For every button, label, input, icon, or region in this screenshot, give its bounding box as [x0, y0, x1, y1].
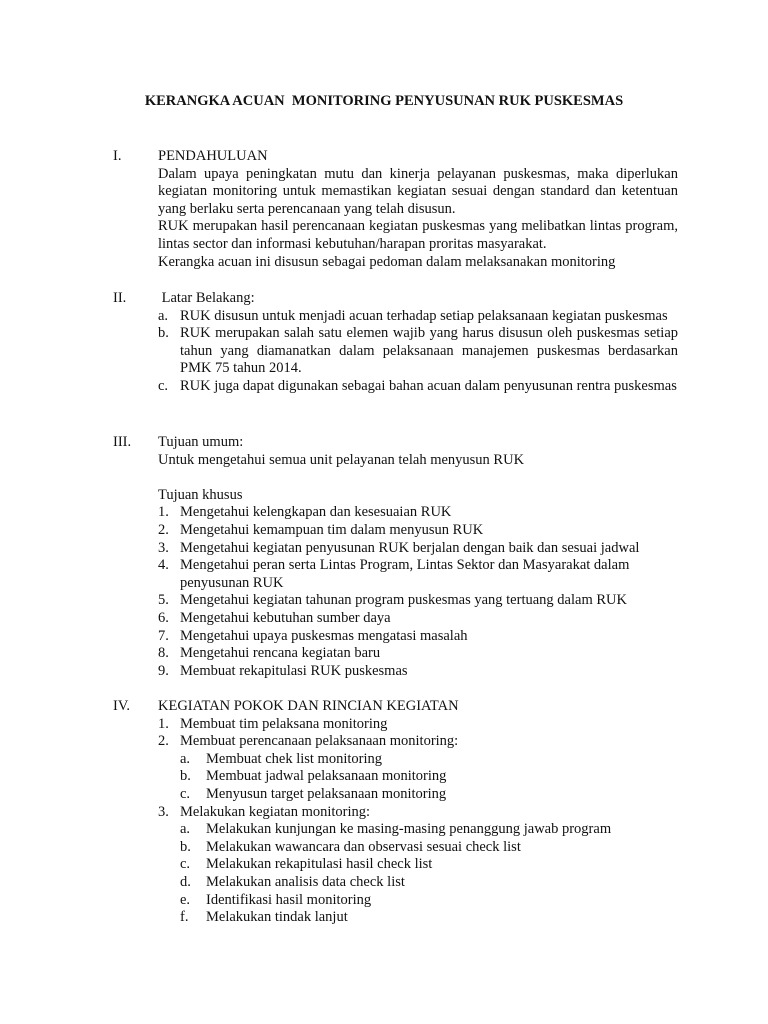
- list-label: 1.: [158, 715, 169, 732]
- list-item: [158, 325, 678, 378]
- document-title: KERANGKA ACUAN MONITORING PENYUSUNAN RUK PUSKESMAS: [144, 93, 624, 109]
- list-text: RUK disusun untuk menjadi acuan terhadap setiap pelaksanaan kegiatan puskesmas: [180, 307, 668, 324]
- list-label: 7.: [158, 627, 169, 644]
- sub-list-item: [158, 874, 678, 892]
- list-label: 2.: [158, 521, 169, 538]
- section-number: I.: [113, 148, 122, 164]
- sub-list-text: Melakukan kunjungan ke masing-masing penanggung jawab program: [206, 821, 612, 838]
- list-label: 4.: [158, 557, 169, 574]
- paragraph: RUK merupakan hasil perencanaan kegiatan puskesmas yang melibatkan lintas program, lintas sector dan informasi kebutuhan/harapan proritas masyarakat.: [158, 218, 678, 252]
- section-heading: PENDAHULUAN: [158, 148, 268, 164]
- list-text: Mengetahui peran serta Lintas Program, Lintas Sektor dan Masyarakat dalam penyusunan RUK: [180, 557, 630, 591]
- list-item: [158, 733, 678, 751]
- sub-list-text: Melakukan wawancara dan observasi sesuai check list: [206, 838, 521, 855]
- sub-list-item: [158, 856, 678, 874]
- list-label: 5.: [158, 592, 169, 609]
- list-item: [158, 716, 678, 734]
- list-text: Membuat perencanaan pelaksanaan monitoring:: [180, 733, 459, 750]
- section-number: II.: [113, 290, 127, 306]
- list-label: 6.: [158, 609, 169, 626]
- list-label: a.: [158, 307, 169, 324]
- sub-list-item: [158, 909, 678, 927]
- list-text: Mengetahui kegiatan penyusunan RUK berjalan dengan baik dan sesuai jadwal: [180, 539, 640, 556]
- list-item: [158, 378, 678, 396]
- subheading: Tujuan khusus: [158, 486, 243, 503]
- list-label: 3.: [158, 803, 169, 820]
- list-label: b.: [158, 325, 169, 342]
- list-text: Mengetahui kelengkapan dan kesesuaian RUK: [180, 504, 452, 521]
- list-label: 2.: [158, 733, 169, 750]
- sub-list-text: Membuat chek list monitoring: [206, 750, 382, 767]
- sub-list-text: Melakukan tindak lanjut: [206, 909, 348, 926]
- list-item: [158, 540, 678, 558]
- sub-list-label: a.: [180, 750, 191, 767]
- sub-list-item: [158, 751, 678, 769]
- sub-list-text: Identifikasi hasil monitoring: [206, 891, 372, 908]
- list-label: 3.: [158, 539, 169, 556]
- list-item: [158, 592, 678, 610]
- list-item: [158, 804, 678, 822]
- sub-list-item: [158, 821, 678, 839]
- list-item: [158, 645, 678, 663]
- sub-list-label: c.: [180, 856, 191, 873]
- list-item: [158, 557, 678, 592]
- list-label: 8.: [158, 645, 169, 662]
- list-text: RUK juga dapat digunakan sebagai bahan acuan dalam penyusunan rentra puskesmas: [180, 377, 677, 394]
- list-label: c.: [158, 377, 169, 394]
- list-text: Mengetahui kemampuan tim dalam menyusun RUK: [180, 521, 484, 538]
- sub-list-label: d.: [180, 873, 191, 890]
- sub-list-item: [158, 892, 678, 910]
- list-text: Membuat tim pelaksana monitoring: [180, 715, 388, 732]
- sub-list-label: b.: [180, 768, 191, 785]
- section-heading: Tujuan umum:: [158, 434, 244, 450]
- sub-list-item: [158, 786, 678, 804]
- list-text: Mengetahui upaya puskesmas mengatasi masalah: [180, 627, 468, 644]
- list-item: [158, 663, 678, 681]
- list-item: [158, 308, 678, 326]
- list-text: Membuat rekapitulasi RUK puskesmas: [180, 662, 408, 679]
- list-item: [158, 522, 678, 540]
- sub-list-text: Menyusun target pelaksanaan monitoring: [206, 785, 447, 802]
- sub-list-label: b.: [180, 838, 191, 855]
- paragraph: Dalam upaya peningkatan mutu dan kinerja pelayanan puskesmas, maka diperlukan kegiatan monitoring untuk memastikan kegiatan sesuai dengan standard dan ketentuan yang berlaku serta perencanaan yang telah disusun.: [158, 165, 678, 217]
- list-text: Mengetahui kebutuhan sumber daya: [180, 609, 391, 626]
- section-heading: KEGIATAN POKOK DAN RINCIAN KEGIATAN: [158, 698, 459, 714]
- list-label: 9.: [158, 662, 169, 679]
- sub-list-label: f.: [180, 909, 189, 926]
- list-text: Mengetahui kegiatan tahunan program puskesmas yang tertuang dalam RUK: [180, 592, 627, 609]
- sub-list-item: [158, 768, 678, 786]
- list-text: Melakukan kegiatan monitoring:: [180, 803, 371, 820]
- list-item: [158, 610, 678, 628]
- sub-list-label: c.: [180, 785, 191, 802]
- sub-list-label: a.: [180, 821, 191, 838]
- sub-list-text: Melakukan analisis data check list: [206, 873, 405, 890]
- sub-list-label: e.: [180, 891, 191, 908]
- sub-list-text: Membuat jadwal pelaksanaan monitoring: [206, 768, 447, 785]
- list-text: RUK merupakan salah satu elemen wajib yang harus disusun oleh puskesmas setiap tahun yang diamanatkan dalam pelaksanaan manajemen puskesmas berdasarkan PMK 75 tahun 2014.: [180, 325, 678, 377]
- section-number: III.: [113, 434, 132, 450]
- list-label: 1.: [158, 504, 169, 521]
- list-item: [158, 628, 678, 646]
- section-number: IV.: [113, 698, 131, 714]
- sub-list-text: Melakukan rekapitulasi hasil check list: [206, 856, 433, 873]
- sub-list-item: [158, 839, 678, 857]
- list-item: [158, 504, 678, 522]
- paragraph: Untuk mengetahui semua unit pelayanan telah menyusun RUK: [158, 451, 525, 468]
- section-heading: Latar Belakang:: [158, 290, 255, 306]
- list-text: Mengetahui rencana kegiatan baru: [180, 645, 381, 662]
- paragraph: Kerangka acuan ini disusun sebagai pedoman dalam melaksanakan monitoring: [158, 253, 616, 270]
